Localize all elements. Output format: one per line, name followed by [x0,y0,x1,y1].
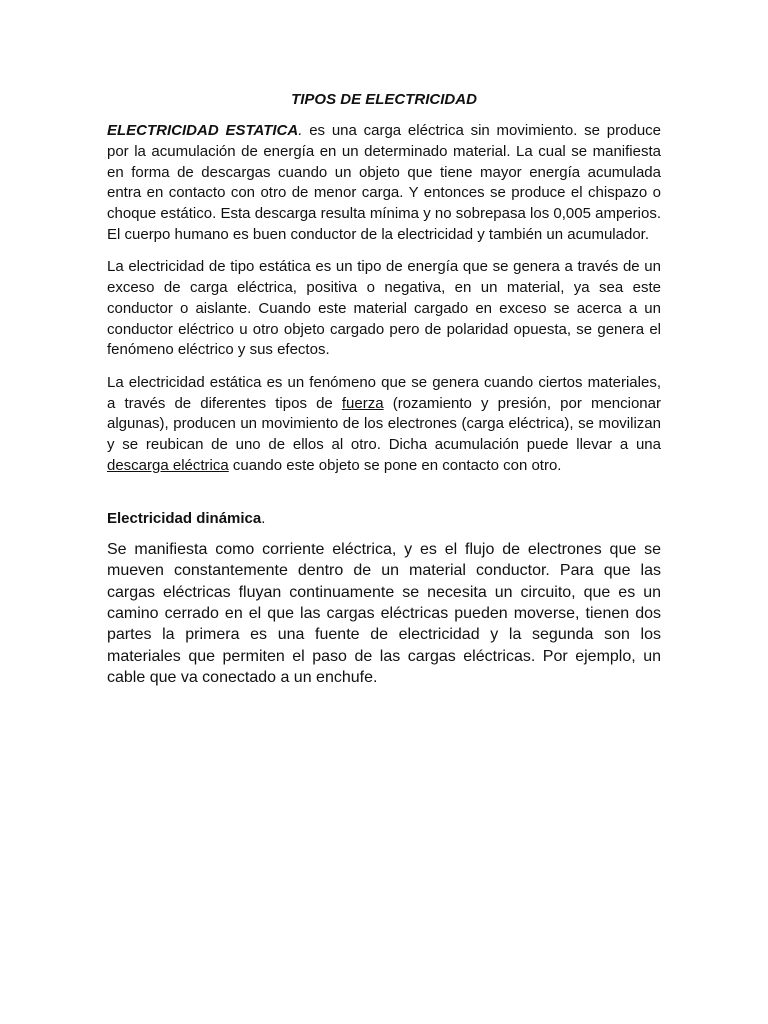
document-title: TIPOS DE ELECTRICIDAD [291,91,477,108]
term-period: . [298,122,303,139]
paragraph-text: es una carga eléctrica sin movimiento. se produce por la acumulación de energía en un determinado material. La cual se manifiesta en forma de descargas cuando un objeto que tiene mayor energía acumulada entra en contacto con otro de menor carga. Y entonces se produce el chispazo o choque estático. Esta descarga resulta mínima y no sobrepasa los 0,005 amperios. El cuerpo humano es buen conductor de la electricidad y también un acumulador. [107,122,662,243]
paragraph-text-b: (rozamiento y presión, por mencionar algunas), producen un movimiento de los electrones (carga eléctrica), se movilizan y se reubican de uno de ellos al otro. Dicha acumulación puede llevar a una [107,394,661,454]
paragraph-estatica-phenomenon [107,373,661,477]
section-heading-text: Electricidad dinámica [107,509,262,527]
paragraph-text-c: cuando este objeto se pone en contacto con otro. [228,456,562,474]
document-body [107,90,661,700]
paragraph-estatica-definition [107,121,661,246]
link-descarga-electrica[interactable]: descarga eléctrica [107,456,229,474]
section-heading-period: . [261,509,266,527]
paragraph-text-a: La electricidad estática es un fenómeno que se genera cuando ciertos materiales, a través de diferentes tipos de [107,373,661,412]
paragraph-estatica-energy: La electricidad de tipo estática es un tipo de energía que se genera a través de un exceso de carga eléctrica, positiva o negativa, en un material, ya sea este conductor o aislante. Cuando este material cargado en exceso se acerca a un conductor eléctrico u otro objeto cargado pero de polaridad opuesta, se genera el fenómeno eléctrico y sus efectos. [107,258,661,359]
paragraph-dinamica: Se manifiesta como corriente eléctrica, y es el flujo de electrones que se mueven constantemente dentro de un material conductor. Para que las cargas eléctricas fluyan continuamente se necesita un circuito, que es un camino cerrado en el que las cargas eléctricas pueden moverse, tienen dos partes la primera es una fuente de electricidad y la segunda son los materiales que permiten el paso de las cargas eléctricas. Por ejemplo, un cable que va conectado a un enchufe. [107,540,661,687]
section-heading-dinamica [107,509,661,529]
link-fuerza[interactable]: fuerza [341,394,384,412]
term-electricidad-estatica: ELECTRICIDAD ESTATICA [107,122,299,139]
